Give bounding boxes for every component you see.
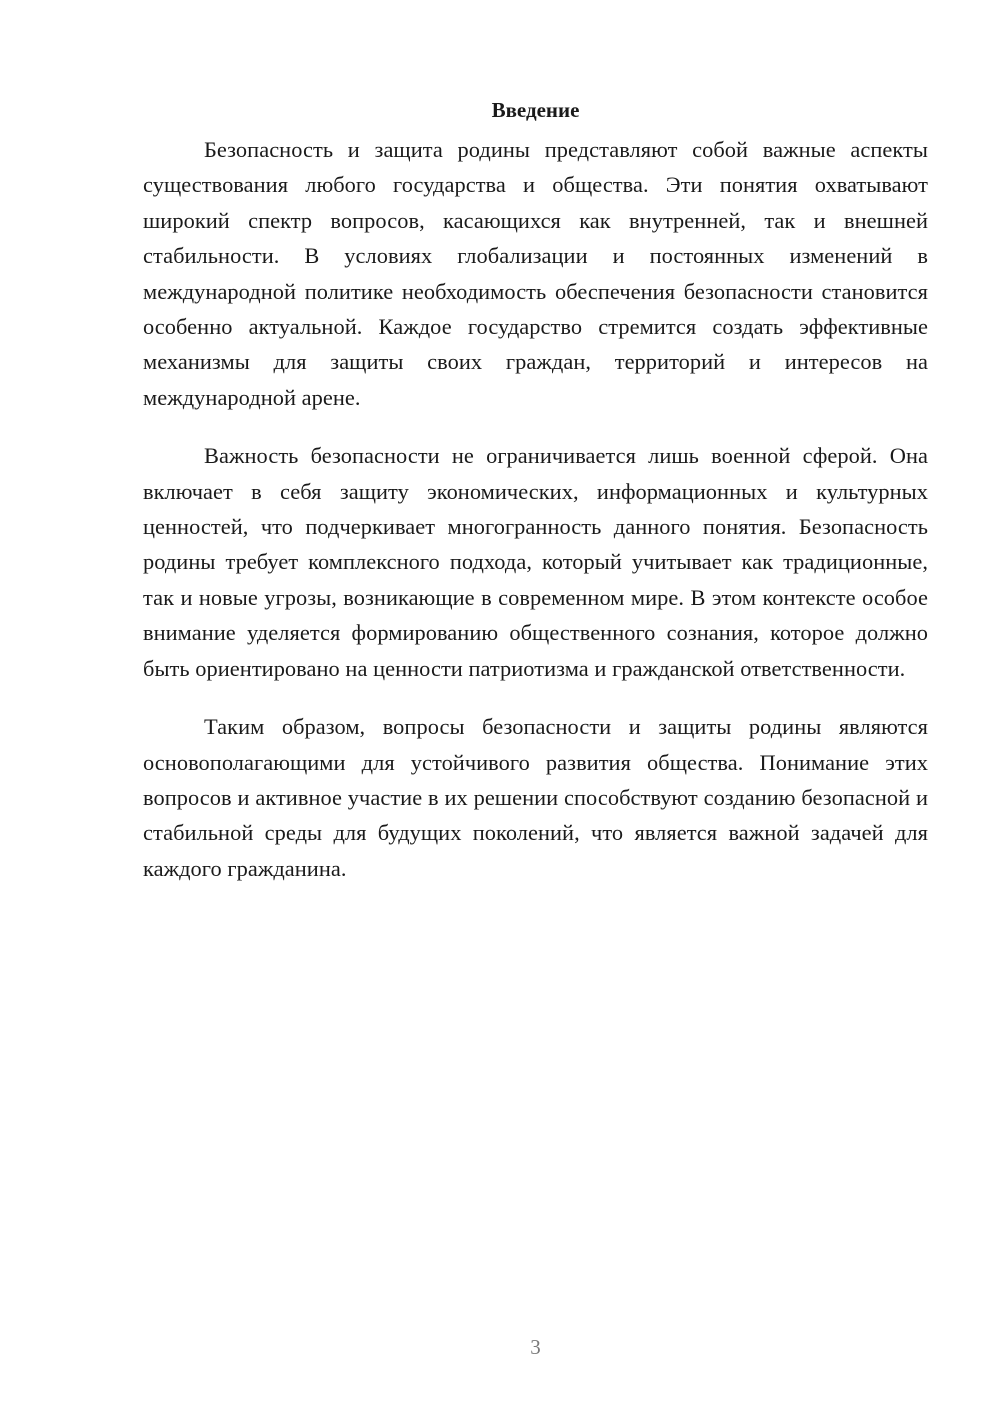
paragraph-3: Таким образом, вопросы безопасности и защиты родины являются основополагающими для устойчивого развития общества. Понимание этих вопросов и активное участие в их решении способствуют созданию безопасной и стабильной среды для будущих поколений, что является важной задачей для каждого гражданина. [143,714,928,881]
page-number: 3 [530,1335,541,1359]
page-content [143,93,928,909]
paragraph-1: Безопасность и защита родины представляют собой важные аспекты существования любого государства и общества. Эти понятия охватывают широкий спектр вопросов, касающихся как внутренней, так и внешней стабильности. В условиях глобализации и постоянных изменений в международной политике необходимость обеспечения безопасности становится особенно актуальной. Каждое государство стремится создать эффективные механизмы для защиты своих граждан, территорий и интересов на международной арене. [143,137,928,410]
paragraph-2: Важность безопасности не ограничивается лишь военной сферой. Она включает в себя защиту экономических, информационных и культурных ценностей, что подчеркивает многогранность данного понятия. Безопасность родины требует комплексного подхода, который учитывает как традиционные, так и новые угрозы, возникающие в современном мире. В этом контексте особое внимание уделяется формированию общественного сознания, которое должно быть ориентировано на ценности патриотизма и гражданской ответственности. [143,443,928,681]
section-title: Введение [491,98,580,122]
